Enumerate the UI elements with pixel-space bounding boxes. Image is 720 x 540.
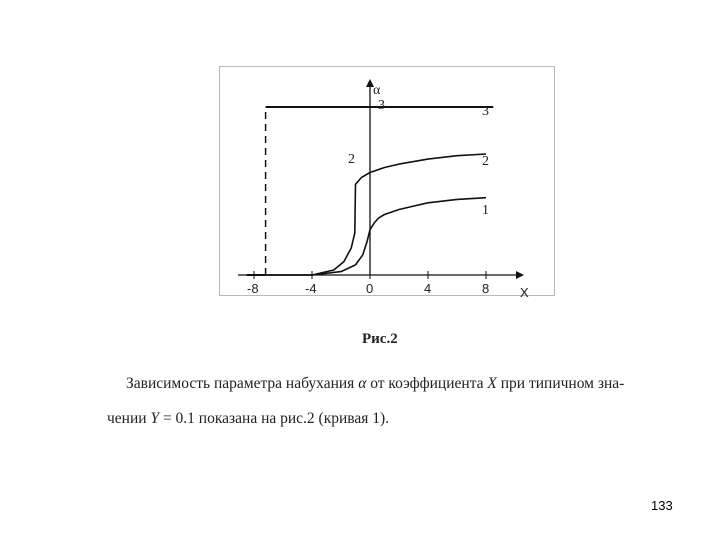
figure-caption: Рис.2 bbox=[362, 331, 398, 347]
page-number: 133 bbox=[651, 498, 673, 513]
text-segment: от коэффициента bbox=[366, 375, 488, 392]
text-segment: при типичном зна- bbox=[496, 375, 625, 392]
x-symbol: X bbox=[487, 375, 497, 392]
figure-frame bbox=[219, 66, 555, 296]
x-axis-label: X bbox=[520, 285, 529, 297]
line-chart bbox=[220, 67, 556, 297]
series-1-line bbox=[247, 198, 486, 275]
right-label-3: 3 bbox=[482, 104, 489, 119]
text-segment: чении bbox=[107, 410, 151, 427]
left-label-2: 2 bbox=[348, 152, 355, 167]
text-segment: = 0.1 показана на рис.2 (кривая 1). bbox=[159, 410, 390, 427]
x-tick-label: -8 bbox=[247, 281, 259, 296]
y-axis-label: α bbox=[373, 83, 381, 98]
x-tick-label: -4 bbox=[305, 281, 317, 296]
series-2-line bbox=[247, 154, 486, 275]
x-axis-arrow bbox=[516, 271, 524, 279]
y-symbol: Y bbox=[150, 410, 160, 427]
x-tick-label: 8 bbox=[482, 281, 490, 296]
x-tick-label: 4 bbox=[424, 281, 432, 296]
alpha-symbol: α bbox=[358, 375, 367, 392]
paragraph-line-2 bbox=[107, 410, 389, 428]
text-segment: Зависимость параметра набухания bbox=[126, 375, 359, 392]
right-label-1: 1 bbox=[482, 203, 489, 218]
x-tick-label: 0 bbox=[366, 281, 374, 296]
paragraph-line-1 bbox=[126, 375, 624, 393]
left-label-3: 3 bbox=[378, 98, 385, 113]
right-label-2: 2 bbox=[482, 154, 489, 169]
